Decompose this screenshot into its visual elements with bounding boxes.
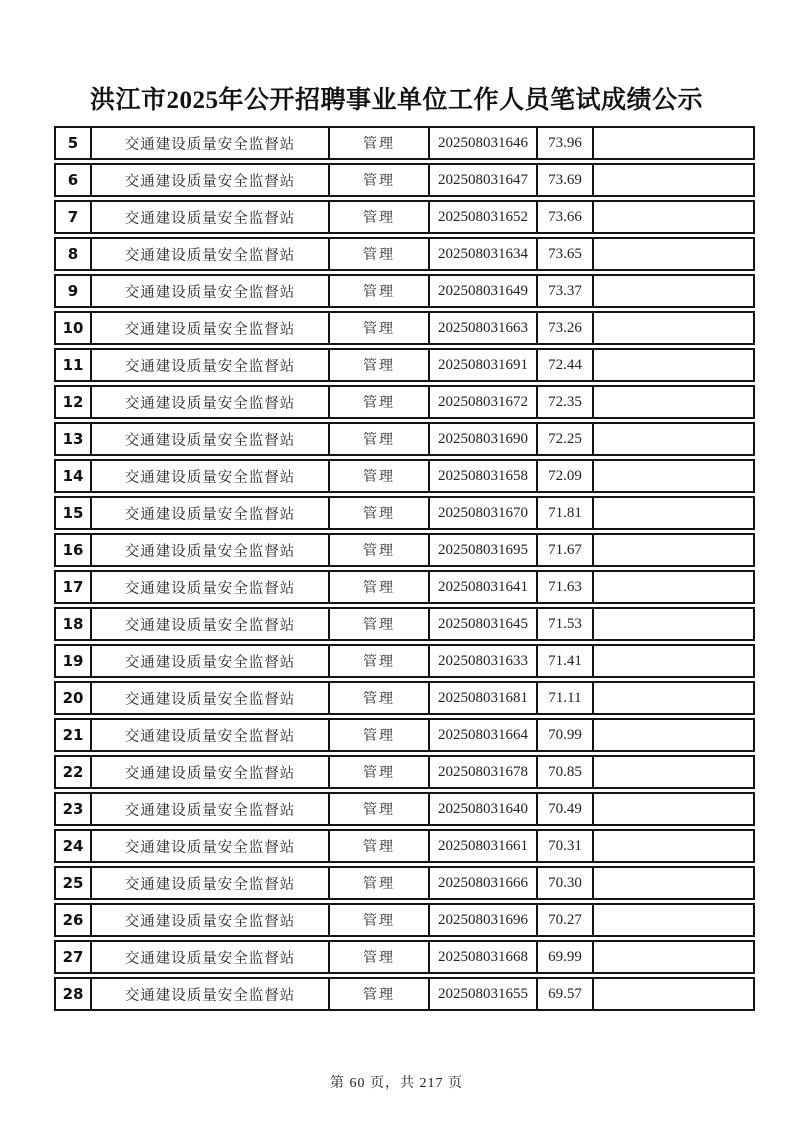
position-cell: 管理 [328,829,428,863]
position-cell: 管理 [328,459,428,493]
remark-cell [592,681,755,715]
table-row [54,829,755,863]
rank-cell: 18 [54,607,90,641]
position-cell: 管理 [328,385,428,419]
table-row [54,644,755,678]
score-cell: 70.49 [536,792,592,826]
rank-cell: 16 [54,533,90,567]
score-cell: 71.67 [536,533,592,567]
remark-cell [592,459,755,493]
table-row [54,348,755,382]
remark-cell [592,533,755,567]
position-cell: 管理 [328,533,428,567]
exam-number-cell: 202508031655 [428,977,536,1011]
remark-cell [592,163,755,197]
table-row [54,607,755,641]
rank-cell: 8 [54,237,90,271]
score-cell: 73.69 [536,163,592,197]
table-row [54,681,755,715]
score-cell: 73.26 [536,311,592,345]
unit-cell: 交通建设质量安全监督站 [90,903,328,937]
position-cell: 管理 [328,570,428,604]
score-cell: 70.99 [536,718,592,752]
rank-cell: 25 [54,866,90,900]
table-row [54,385,755,419]
remark-cell [592,718,755,752]
rank-cell: 20 [54,681,90,715]
exam-number-cell: 202508031641 [428,570,536,604]
remark-cell [592,422,755,456]
exam-number-cell: 202508031633 [428,644,536,678]
exam-number-cell: 202508031664 [428,718,536,752]
table-row [54,200,755,234]
remark-cell [592,644,755,678]
unit-cell: 交通建设质量安全监督站 [90,829,328,863]
score-table [54,123,755,1014]
score-cell: 69.99 [536,940,592,974]
unit-cell: 交通建设质量安全监督站 [90,681,328,715]
position-cell: 管理 [328,607,428,641]
unit-cell: 交通建设质量安全监督站 [90,755,328,789]
score-cell: 70.27 [536,903,592,937]
position-cell: 管理 [328,977,428,1011]
position-cell: 管理 [328,237,428,271]
remark-cell [592,200,755,234]
rank-cell: 13 [54,422,90,456]
remark-cell [592,126,755,160]
rank-cell: 7 [54,200,90,234]
position-cell: 管理 [328,348,428,382]
position-cell: 管理 [328,681,428,715]
exam-number-cell: 202508031661 [428,829,536,863]
score-cell: 71.63 [536,570,592,604]
exam-number-cell: 202508031690 [428,422,536,456]
table-row [54,866,755,900]
unit-cell: 交通建设质量安全监督站 [90,459,328,493]
exam-number-cell: 202508031696 [428,903,536,937]
remark-cell [592,607,755,641]
score-cell: 72.35 [536,385,592,419]
unit-cell: 交通建设质量安全监督站 [90,311,328,345]
table-row [54,459,755,493]
position-cell: 管理 [328,718,428,752]
rank-cell: 27 [54,940,90,974]
rank-cell: 9 [54,274,90,308]
position-cell: 管理 [328,755,428,789]
position-cell: 管理 [328,163,428,197]
unit-cell: 交通建设质量安全监督站 [90,496,328,530]
table-row [54,903,755,937]
score-cell: 72.25 [536,422,592,456]
position-cell: 管理 [328,903,428,937]
unit-cell: 交通建设质量安全监督站 [90,200,328,234]
exam-number-cell: 202508031649 [428,274,536,308]
unit-cell: 交通建设质量安全监督站 [90,348,328,382]
page-number-footer: 第 60 页，共 217 页 [330,1076,463,1091]
position-cell: 管理 [328,422,428,456]
rank-cell: 5 [54,126,90,160]
table-row [54,496,755,530]
unit-cell: 交通建设质量安全监督站 [90,977,328,1011]
exam-number-cell: 202508031663 [428,311,536,345]
rank-cell: 23 [54,792,90,826]
score-cell: 72.09 [536,459,592,493]
score-cell: 73.66 [536,200,592,234]
table-row [54,237,755,271]
remark-cell [592,940,755,974]
score-cell: 70.31 [536,829,592,863]
unit-cell: 交通建设质量安全监督站 [90,940,328,974]
exam-number-cell: 202508031640 [428,792,536,826]
position-cell: 管理 [328,866,428,900]
table-row [54,422,755,456]
table-row [54,533,755,567]
rank-cell: 10 [54,311,90,345]
table-row [54,126,755,160]
remark-cell [592,385,755,419]
remark-cell [592,274,755,308]
position-cell: 管理 [328,311,428,345]
exam-number-cell: 202508031645 [428,607,536,641]
rank-cell: 17 [54,570,90,604]
unit-cell: 交通建设质量安全监督站 [90,274,328,308]
remark-cell [592,570,755,604]
unit-cell: 交通建设质量安全监督站 [90,644,328,678]
remark-cell [592,792,755,826]
unit-cell: 交通建设质量安全监督站 [90,607,328,641]
rank-cell: 24 [54,829,90,863]
exam-number-cell: 202508031695 [428,533,536,567]
unit-cell: 交通建设质量安全监督站 [90,792,328,826]
exam-number-cell: 202508031678 [428,755,536,789]
remark-cell [592,903,755,937]
table-row [54,163,755,197]
exam-number-cell: 202508031658 [428,459,536,493]
score-cell: 71.41 [536,644,592,678]
remark-cell [592,829,755,863]
exam-number-cell: 202508031647 [428,163,536,197]
table-row [54,311,755,345]
exam-number-cell: 202508031691 [428,348,536,382]
score-cell: 69.57 [536,977,592,1011]
unit-cell: 交通建设质量安全监督站 [90,866,328,900]
rank-cell: 28 [54,977,90,1011]
exam-number-cell: 202508031646 [428,126,536,160]
unit-cell: 交通建设质量安全监督站 [90,163,328,197]
unit-cell: 交通建设质量安全监督站 [90,570,328,604]
score-cell: 70.30 [536,866,592,900]
rank-cell: 12 [54,385,90,419]
remark-cell [592,866,755,900]
exam-number-cell: 202508031670 [428,496,536,530]
score-cell: 73.37 [536,274,592,308]
position-cell: 管理 [328,496,428,530]
rank-cell: 14 [54,459,90,493]
rank-cell: 19 [54,644,90,678]
unit-cell: 交通建设质量安全监督站 [90,126,328,160]
score-cell: 73.65 [536,237,592,271]
rank-cell: 11 [54,348,90,382]
score-table-body [54,126,755,1011]
table-row [54,274,755,308]
remark-cell [592,977,755,1011]
page-title: 洪江市2025年公开招聘事业单位工作人员笔试成绩公示 [89,87,703,114]
remark-cell [592,237,755,271]
score-cell: 71.11 [536,681,592,715]
score-cell: 71.53 [536,607,592,641]
score-cell: 73.96 [536,126,592,160]
table-row [54,755,755,789]
remark-cell [592,496,755,530]
remark-cell [592,755,755,789]
unit-cell: 交通建设质量安全监督站 [90,422,328,456]
remark-cell [592,311,755,345]
score-cell: 70.85 [536,755,592,789]
position-cell: 管理 [328,792,428,826]
table-row [54,570,755,604]
exam-number-cell: 202508031634 [428,237,536,271]
unit-cell: 交通建设质量安全监督站 [90,533,328,567]
position-cell: 管理 [328,274,428,308]
position-cell: 管理 [328,200,428,234]
table-row [54,940,755,974]
unit-cell: 交通建设质量安全监督站 [90,385,328,419]
rank-cell: 6 [54,163,90,197]
score-cell: 72.44 [536,348,592,382]
rank-cell: 21 [54,718,90,752]
exam-number-cell: 202508031666 [428,866,536,900]
position-cell: 管理 [328,126,428,160]
position-cell: 管理 [328,940,428,974]
table-row [54,977,755,1011]
rank-cell: 26 [54,903,90,937]
unit-cell: 交通建设质量安全监督站 [90,237,328,271]
exam-number-cell: 202508031652 [428,200,536,234]
table-row [54,718,755,752]
score-cell: 71.81 [536,496,592,530]
exam-number-cell: 202508031672 [428,385,536,419]
exam-number-cell: 202508031668 [428,940,536,974]
exam-number-cell: 202508031681 [428,681,536,715]
rank-cell: 22 [54,755,90,789]
table-row [54,792,755,826]
position-cell: 管理 [328,644,428,678]
remark-cell [592,348,755,382]
unit-cell: 交通建设质量安全监督站 [90,718,328,752]
rank-cell: 15 [54,496,90,530]
